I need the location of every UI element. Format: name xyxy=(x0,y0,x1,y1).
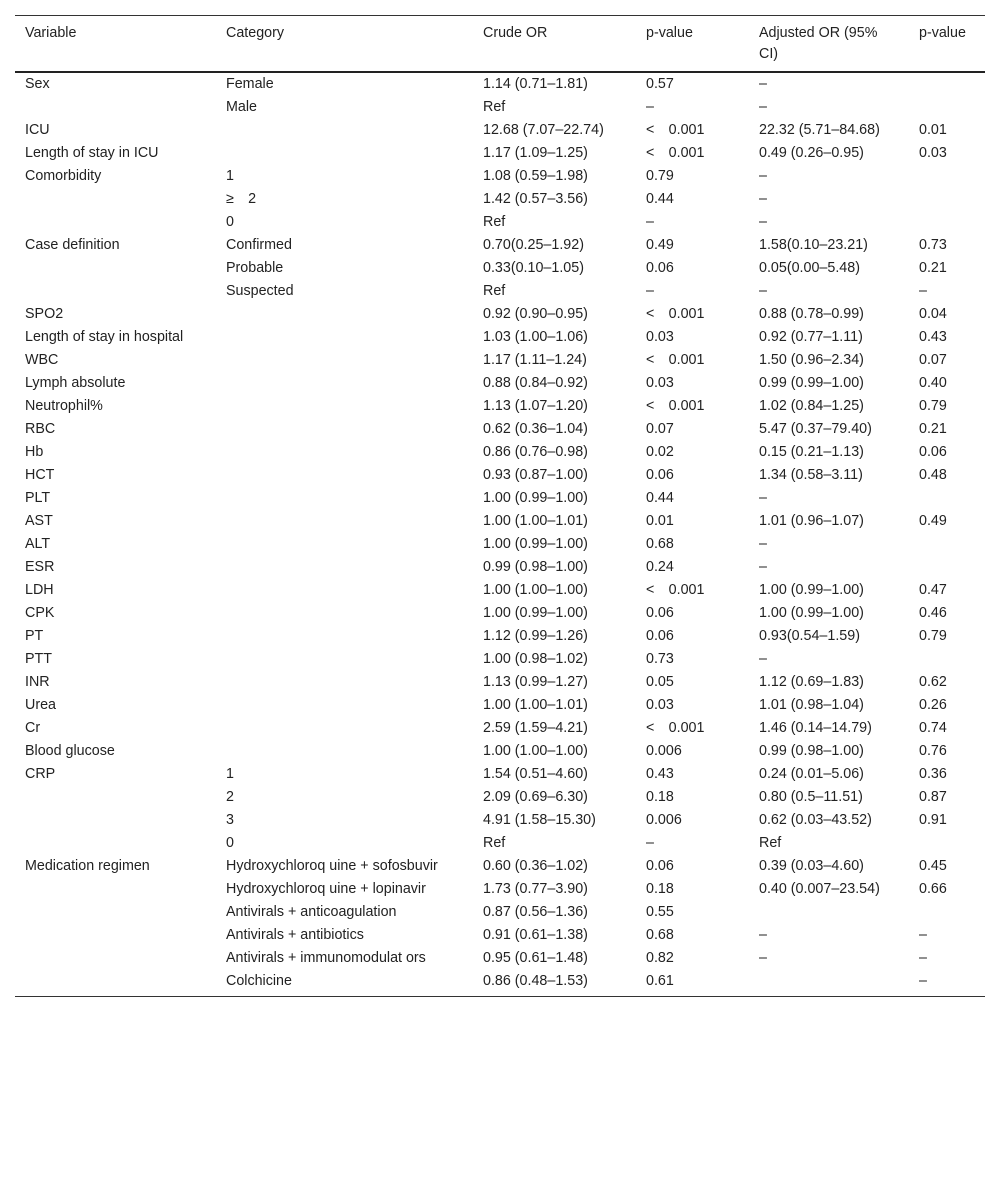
cell-category: Female xyxy=(226,76,274,92)
cell-category xyxy=(216,556,473,579)
cell-crude-p-value: 0.55 xyxy=(646,904,674,920)
cell-variable: LDH xyxy=(25,582,54,598)
cell-crude-p-value: < 0.001 xyxy=(646,145,705,161)
cell-crude-or: Ref xyxy=(483,283,506,299)
cell-variable: PLT xyxy=(25,490,51,506)
cell-adjusted-p-value: 0.47 xyxy=(919,582,947,598)
cell-crude-or: 1.00 (1.00–1.01) xyxy=(483,513,588,529)
cell-crude-or: 2.59 (1.59–4.21) xyxy=(483,720,588,736)
cell-crude-p-value: 0.73 xyxy=(646,651,674,667)
cell-crude-p-value: 0.06 xyxy=(646,628,674,644)
cell-crude-p-value: < 0.001 xyxy=(646,582,705,598)
table-row xyxy=(15,395,985,418)
cell-variable: Medication regimen xyxy=(25,858,150,874)
cell-category: Confirmed xyxy=(226,237,292,253)
cell-adjusted-or: 1.34 (0.58–3.11) xyxy=(759,467,863,483)
header-category: Category xyxy=(226,25,285,41)
cell-adjusted-or: – xyxy=(759,168,767,184)
cell-crude-p-value: 0.43 xyxy=(646,766,674,782)
table-row xyxy=(15,533,985,556)
table-row xyxy=(15,441,985,464)
cell-crude-or: 1.42 (0.57–3.56) xyxy=(483,191,588,207)
table-row xyxy=(15,349,985,372)
cell-adjusted-or: 0.24 (0.01–5.06) xyxy=(759,766,864,782)
cell-adjusted-p-value: 0.06 xyxy=(919,444,947,460)
cell-adjusted-or: 0.92 (0.77–1.11) xyxy=(759,329,863,345)
cell-category: Male xyxy=(226,99,257,115)
cell-crude-p-value: 0.61 xyxy=(646,973,674,989)
cell-category: Hydroxychloroq uine + sofosbuvir xyxy=(226,858,438,874)
table-row xyxy=(15,579,985,602)
cell-crude-or: 2.09 (0.69–6.30) xyxy=(483,789,588,805)
cell-variable: Length of stay in ICU xyxy=(25,145,159,161)
cell-category: 1 xyxy=(226,766,234,782)
cell-crude-or: 0.86 (0.48–1.53) xyxy=(483,973,588,989)
table-header xyxy=(15,16,985,73)
table-row xyxy=(15,947,985,970)
cell-adjusted-or: 0.49 (0.26–0.95) xyxy=(759,145,864,161)
cell-category: Hydroxychloroq uine + lopinavir xyxy=(226,881,426,897)
cell-variable xyxy=(15,809,216,832)
cell-adjusted-p-value: 0.03 xyxy=(919,145,947,161)
cell-category xyxy=(216,625,473,648)
cell-crude-or: 0.33(0.10–1.05) xyxy=(483,260,584,276)
cell-adjusted-or: – xyxy=(759,559,767,575)
table-row xyxy=(15,786,985,809)
header-crude-or: Crude OR xyxy=(483,25,548,41)
cell-adjusted-p-value: 0.04 xyxy=(919,306,947,322)
cell-adjusted-or: 1.12 (0.69–1.83) xyxy=(759,674,864,690)
cell-adjusted-or: – xyxy=(759,99,767,115)
table-row xyxy=(15,72,985,96)
cell-crude-or: 0.95 (0.61–1.48) xyxy=(483,950,588,966)
cell-crude-p-value: – xyxy=(646,283,654,299)
cell-category: 2 xyxy=(226,789,234,805)
cell-category: Probable xyxy=(226,260,284,276)
cell-category xyxy=(216,671,473,694)
table-row xyxy=(15,464,985,487)
cell-crude-p-value: < 0.001 xyxy=(646,122,705,138)
table-row xyxy=(15,188,985,211)
table-row xyxy=(15,280,985,303)
cell-variable xyxy=(15,901,216,924)
cell-adjusted-p-value: 0.74 xyxy=(919,720,947,736)
table-row xyxy=(15,211,985,234)
cell-crude-or: 1.13 (0.99–1.27) xyxy=(483,674,588,690)
header-crude-p-value: p-value xyxy=(646,25,693,41)
cell-adjusted-or: – xyxy=(759,651,767,667)
table-row xyxy=(15,648,985,671)
cell-crude-p-value: 0.49 xyxy=(646,237,674,253)
header-variable: Variable xyxy=(25,25,77,41)
table-row xyxy=(15,510,985,533)
cell-variable: SPO2 xyxy=(25,306,64,322)
cell-adjusted-or: 0.88 (0.78–0.99) xyxy=(759,306,864,322)
cell-adjusted-p-value: 0.26 xyxy=(919,697,947,713)
cell-category xyxy=(216,602,473,625)
cell-adjusted-p-value: 0.79 xyxy=(919,398,947,414)
cell-crude-or: 0.62 (0.36–1.04) xyxy=(483,421,588,437)
cell-crude-p-value: 0.006 xyxy=(646,812,682,828)
cell-crude-or: 1.00 (0.99–1.00) xyxy=(483,490,588,506)
cell-adjusted-p-value: 0.45 xyxy=(919,858,947,874)
cell-adjusted-or: 0.15 (0.21–1.13) xyxy=(759,444,864,460)
cell-category xyxy=(216,579,473,602)
cell-crude-or: 1.12 (0.99–1.26) xyxy=(483,628,588,644)
cell-category xyxy=(216,326,473,349)
header-adjusted-or: Adjusted OR (95% CI) xyxy=(759,25,878,62)
cell-adjusted-or: 1.01 (0.96–1.07) xyxy=(759,513,864,529)
cell-adjusted-or xyxy=(749,901,909,924)
cell-variable: RBC xyxy=(25,421,56,437)
cell-adjusted-or: 22.32 (5.71–84.68) xyxy=(759,122,880,138)
cell-crude-or: 1.00 (1.00–1.01) xyxy=(483,697,588,713)
cell-adjusted-p-value: 0.01 xyxy=(919,122,947,138)
cell-crude-or: 1.13 (1.07–1.20) xyxy=(483,398,588,414)
cell-variable: PTT xyxy=(25,651,53,667)
cell-variable: CRP xyxy=(25,766,56,782)
cell-adjusted-p-value xyxy=(909,832,985,855)
cell-adjusted-or: – xyxy=(759,927,767,943)
cell-variable xyxy=(15,257,216,280)
table-row xyxy=(15,625,985,648)
cell-adjusted-p-value: 0.07 xyxy=(919,352,947,368)
cell-adjusted-p-value: – xyxy=(919,973,927,989)
cell-adjusted-or: 0.99 (0.98–1.00) xyxy=(759,743,864,759)
table-row xyxy=(15,372,985,395)
cell-variable: Neutrophil% xyxy=(25,398,103,414)
cell-adjusted-p-value: 0.46 xyxy=(919,605,947,621)
table-row xyxy=(15,671,985,694)
cell-crude-p-value: 0.06 xyxy=(646,467,674,483)
cell-adjusted-p-value: 0.79 xyxy=(919,628,947,644)
cell-adjusted-p-value: 0.21 xyxy=(919,260,947,276)
cell-adjusted-p-value xyxy=(909,901,985,924)
cell-category: Antivirals + anticoagulation xyxy=(226,904,397,920)
cell-variable: Comorbidity xyxy=(25,168,102,184)
cell-crude-or: 0.91 (0.61–1.38) xyxy=(483,927,588,943)
cell-adjusted-or: – xyxy=(759,214,767,230)
cell-crude-p-value: < 0.001 xyxy=(646,352,705,368)
cell-crude-or: 1.17 (1.11–1.24) xyxy=(483,352,587,368)
cell-adjusted-p-value: 0.21 xyxy=(919,421,947,437)
cell-crude-or: 0.60 (0.36–1.02) xyxy=(483,858,588,874)
cell-adjusted-p-value xyxy=(909,165,985,188)
cell-adjusted-p-value: 0.48 xyxy=(919,467,947,483)
cell-adjusted-or: 5.47 (0.37–79.40) xyxy=(759,421,872,437)
cell-crude-p-value: 0.006 xyxy=(646,743,682,759)
cell-adjusted-or: 1.46 (0.14–14.79) xyxy=(759,720,872,736)
cell-category xyxy=(216,487,473,510)
cell-adjusted-or: – xyxy=(759,950,767,966)
cell-adjusted-or: 1.00 (0.99–1.00) xyxy=(759,605,864,621)
cell-crude-or: 0.87 (0.56–1.36) xyxy=(483,904,588,920)
cell-variable xyxy=(15,947,216,970)
cell-variable: Hb xyxy=(25,444,44,460)
table-row xyxy=(15,418,985,441)
cell-category xyxy=(216,648,473,671)
cell-adjusted-p-value xyxy=(909,533,985,556)
cell-adjusted-p-value xyxy=(909,487,985,510)
cell-crude-p-value: 0.18 xyxy=(646,881,674,897)
cell-category xyxy=(216,694,473,717)
cell-adjusted-or: Ref xyxy=(759,835,782,851)
cell-crude-or: 1.00 (0.99–1.00) xyxy=(483,605,588,621)
cell-variable: AST xyxy=(25,513,53,529)
table-row xyxy=(15,96,985,119)
cell-adjusted-or xyxy=(749,970,909,997)
table-row xyxy=(15,556,985,579)
cell-adjusted-p-value: 0.49 xyxy=(919,513,947,529)
table-row xyxy=(15,878,985,901)
cell-variable xyxy=(15,786,216,809)
table-row xyxy=(15,487,985,510)
header-row xyxy=(15,16,985,73)
cell-adjusted-p-value xyxy=(909,211,985,234)
cell-adjusted-p-value: 0.76 xyxy=(919,743,947,759)
table-row xyxy=(15,809,985,832)
header-adjusted-p-value: p-value xyxy=(919,25,966,41)
cell-adjusted-or: – xyxy=(759,191,767,207)
table-row xyxy=(15,694,985,717)
table-row xyxy=(15,142,985,165)
cell-category: Antivirals + immunomodulat ors xyxy=(226,950,426,966)
cell-crude-or: 0.93 (0.87–1.00) xyxy=(483,467,588,483)
cell-adjusted-p-value xyxy=(909,96,985,119)
cell-crude-or: 1.54 (0.51–4.60) xyxy=(483,766,588,782)
cell-adjusted-or: 0.39 (0.03–4.60) xyxy=(759,858,864,874)
table-row xyxy=(15,832,985,855)
cell-crude-p-value: 0.44 xyxy=(646,490,674,506)
cell-crude-or: 0.70(0.25–1.92) xyxy=(483,237,584,253)
cell-crude-or: 1.03 (1.00–1.06) xyxy=(483,329,588,345)
cell-adjusted-p-value xyxy=(909,556,985,579)
cell-crude-or: Ref xyxy=(483,99,506,115)
cell-crude-or: 1.14 (0.71–1.81) xyxy=(483,76,588,92)
cell-category: 1 xyxy=(226,168,234,184)
cell-variable: INR xyxy=(25,674,50,690)
cell-category: Suspected xyxy=(226,283,294,299)
cell-category xyxy=(216,717,473,740)
table-row xyxy=(15,763,985,786)
cell-adjusted-or: 0.05(0.00–5.48) xyxy=(759,260,860,276)
cell-adjusted-p-value: 0.43 xyxy=(919,329,947,345)
cell-category xyxy=(216,533,473,556)
table-row xyxy=(15,901,985,924)
cell-category: 0 xyxy=(226,214,234,230)
cell-category xyxy=(216,372,473,395)
cell-adjusted-p-value: – xyxy=(919,283,927,299)
cell-variable: HCT xyxy=(25,467,55,483)
table-row xyxy=(15,717,985,740)
cell-category xyxy=(216,349,473,372)
cell-adjusted-or: 1.00 (0.99–1.00) xyxy=(759,582,864,598)
cell-crude-p-value: – xyxy=(646,99,654,115)
cell-category xyxy=(216,119,473,142)
cell-crude-or: 0.99 (0.98–1.00) xyxy=(483,559,588,575)
cell-category xyxy=(216,464,473,487)
cell-variable: ALT xyxy=(25,536,51,552)
cell-variable: Lymph absolute xyxy=(25,375,126,391)
table-row xyxy=(15,234,985,257)
cell-variable: WBC xyxy=(25,352,59,368)
cell-crude-p-value: < 0.001 xyxy=(646,720,705,736)
cell-adjusted-p-value: – xyxy=(919,950,927,966)
cell-adjusted-or: 0.62 (0.03–43.52) xyxy=(759,812,872,828)
cell-crude-p-value: 0.03 xyxy=(646,697,674,713)
table-row xyxy=(15,602,985,625)
cell-variable: Length of stay in hospital xyxy=(25,329,184,345)
cell-crude-p-value: 0.68 xyxy=(646,927,674,943)
cell-variable xyxy=(15,878,216,901)
cell-crude-or: 1.73 (0.77–3.90) xyxy=(483,881,588,897)
cell-adjusted-or: 1.02 (0.84–1.25) xyxy=(759,398,864,414)
table-row xyxy=(15,165,985,188)
cell-crude-p-value: 0.06 xyxy=(646,858,674,874)
cell-crude-or: Ref xyxy=(483,835,506,851)
cell-crude-or: 0.86 (0.76–0.98) xyxy=(483,444,588,460)
cell-category: 3 xyxy=(226,812,234,828)
cell-variable: ICU xyxy=(25,122,50,138)
cell-crude-p-value: 0.68 xyxy=(646,536,674,552)
cell-variable xyxy=(15,970,216,997)
cell-adjusted-p-value: 0.36 xyxy=(919,766,947,782)
cell-variable xyxy=(15,832,216,855)
cell-category: 0 xyxy=(226,835,234,851)
cell-crude-p-value: 0.02 xyxy=(646,444,674,460)
cell-adjusted-p-value xyxy=(909,188,985,211)
cell-crude-or: 12.68 (7.07–22.74) xyxy=(483,122,604,138)
cell-adjusted-p-value: 0.62 xyxy=(919,674,947,690)
cell-adjusted-or: 1.50 (0.96–2.34) xyxy=(759,352,864,368)
cell-crude-p-value: 0.24 xyxy=(646,559,674,575)
cell-variable: ESR xyxy=(25,559,55,575)
cell-crude-p-value: < 0.001 xyxy=(646,398,705,414)
cell-crude-p-value: 0.03 xyxy=(646,329,674,345)
cell-adjusted-p-value: – xyxy=(919,927,927,943)
cell-crude-or: 0.88 (0.84–0.92) xyxy=(483,375,588,391)
cell-adjusted-p-value: 0.73 xyxy=(919,237,947,253)
cell-adjusted-p-value xyxy=(909,648,985,671)
cell-variable: Cr xyxy=(25,720,41,736)
cell-adjusted-or: 1.58(0.10–23.21) xyxy=(759,237,868,253)
cell-category xyxy=(216,418,473,441)
cell-crude-p-value: – xyxy=(646,214,654,230)
cell-adjusted-or: 0.40 (0.007–23.54) xyxy=(759,881,880,897)
cell-adjusted-p-value: 0.91 xyxy=(919,812,947,828)
cell-category xyxy=(216,441,473,464)
cell-variable xyxy=(15,211,216,234)
cell-crude-p-value: 0.03 xyxy=(646,375,674,391)
table-body xyxy=(15,72,985,997)
cell-adjusted-p-value xyxy=(909,72,985,96)
cell-crude-or: 4.91 (1.58–15.30) xyxy=(483,812,596,828)
cell-adjusted-or: 1.01 (0.98–1.04) xyxy=(759,697,864,713)
cell-crude-or: Ref xyxy=(483,214,506,230)
cell-adjusted-p-value: 0.87 xyxy=(919,789,947,805)
table-row xyxy=(15,119,985,142)
odds-ratio-table xyxy=(15,15,985,997)
cell-variable: Sex xyxy=(25,76,50,92)
cell-category xyxy=(216,303,473,326)
cell-crude-p-value: 0.82 xyxy=(646,950,674,966)
cell-crude-p-value: 0.18 xyxy=(646,789,674,805)
cell-category xyxy=(216,395,473,418)
cell-adjusted-or: – xyxy=(759,283,767,299)
cell-category: Antivirals + antibiotics xyxy=(226,927,364,943)
cell-variable: Urea xyxy=(25,697,56,713)
cell-crude-or: 1.17 (1.09–1.25) xyxy=(483,145,588,161)
cell-variable xyxy=(15,188,216,211)
cell-crude-p-value: 0.01 xyxy=(646,513,674,529)
table-row xyxy=(15,970,985,997)
table-row xyxy=(15,740,985,763)
cell-crude-p-value: 0.05 xyxy=(646,674,674,690)
table-row xyxy=(15,326,985,349)
cell-variable: PT xyxy=(25,628,44,644)
cell-adjusted-or: – xyxy=(759,490,767,506)
cell-crude-or: 1.00 (1.00–1.00) xyxy=(483,743,588,759)
cell-adjusted-or: 0.93(0.54–1.59) xyxy=(759,628,860,644)
cell-crude-p-value: 0.57 xyxy=(646,76,674,92)
cell-category xyxy=(216,510,473,533)
cell-crude-p-value: 0.79 xyxy=(646,168,674,184)
cell-variable: Case definition xyxy=(25,237,120,253)
cell-crude-or: 1.00 (0.99–1.00) xyxy=(483,536,588,552)
cell-variable xyxy=(15,924,216,947)
cell-crude-or: 0.92 (0.90–0.95) xyxy=(483,306,588,322)
table-row xyxy=(15,855,985,878)
cell-adjusted-or: – xyxy=(759,76,767,92)
cell-category xyxy=(216,142,473,165)
cell-variable xyxy=(15,280,216,303)
table-row xyxy=(15,303,985,326)
cell-crude-or: 1.00 (0.98–1.02) xyxy=(483,651,588,667)
table-row xyxy=(15,257,985,280)
cell-crude-p-value: 0.06 xyxy=(646,605,674,621)
cell-adjusted-or: 0.80 (0.5–11.51) xyxy=(759,789,863,805)
cell-adjusted-p-value: 0.40 xyxy=(919,375,947,391)
cell-adjusted-or: – xyxy=(759,536,767,552)
cell-category: ≥ 2 xyxy=(226,191,257,207)
cell-adjusted-or: 0.99 (0.99–1.00) xyxy=(759,375,864,391)
cell-variable: Blood glucose xyxy=(25,743,115,759)
cell-adjusted-p-value: 0.66 xyxy=(919,881,947,897)
cell-crude-or: 1.00 (1.00–1.00) xyxy=(483,582,588,598)
cell-category xyxy=(216,740,473,763)
table-row xyxy=(15,924,985,947)
cell-variable xyxy=(15,96,216,119)
cell-crude-p-value: – xyxy=(646,835,654,851)
cell-variable: CPK xyxy=(25,605,55,621)
cell-category: Colchicine xyxy=(226,973,292,989)
cell-crude-p-value: 0.06 xyxy=(646,260,674,276)
cell-crude-or: 1.08 (0.59–1.98) xyxy=(483,168,588,184)
cell-crude-p-value: 0.44 xyxy=(646,191,674,207)
cell-crude-p-value: 0.07 xyxy=(646,421,674,437)
cell-crude-p-value: < 0.001 xyxy=(646,306,705,322)
